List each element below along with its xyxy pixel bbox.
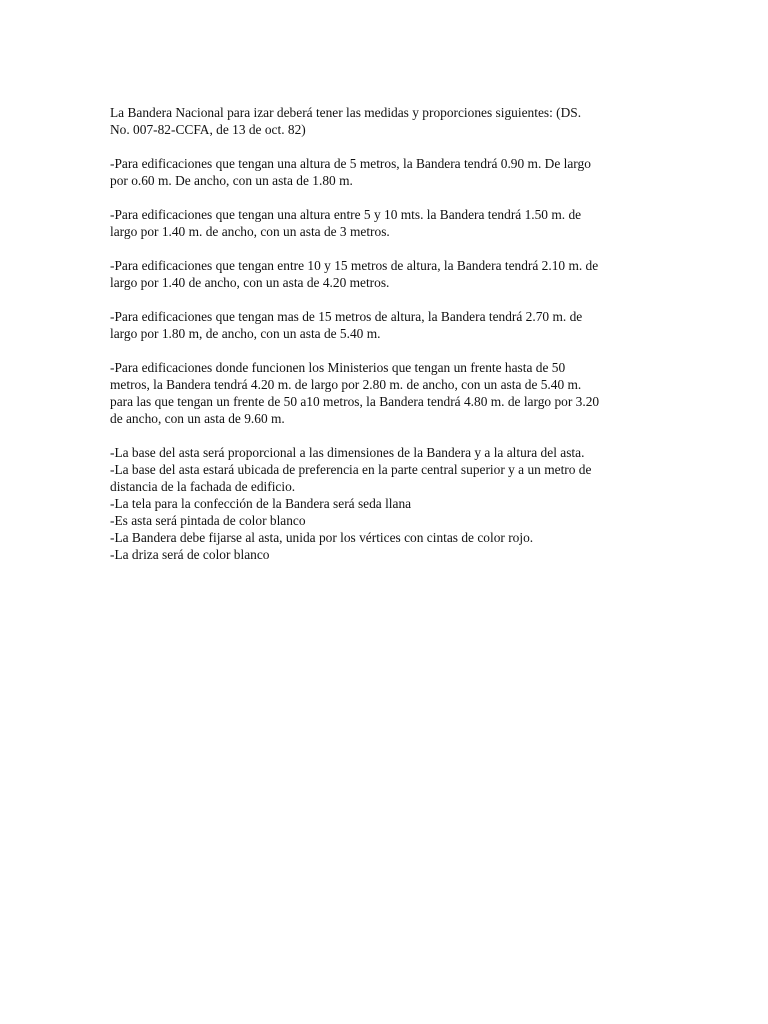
rule-paragraph-5m [110,155,670,189]
rule-paragraph-10-15m [110,257,670,291]
rule-paragraph-over-15m [110,308,670,342]
text-line: -Para edificaciones que tengan mas de 15 metros de altura, la Bandera tendrá 2.70 m. de [110,309,583,324]
intro-paragraph [110,104,670,138]
list-item: -Es asta será pintada de color blanco [110,513,306,528]
text-line: por o.60 m. De ancho, con un asta de 1.80 m. [110,173,353,188]
list-item: -La base del asta estará ubicada de preferencia en la parte central superior y a un metro de [110,462,592,477]
text-line: -Para edificaciones donde funcionen los Ministerios que tengan un frente hasta de 50 [110,360,566,375]
text-line: de ancho, con un asta de 9.60 m. [110,411,285,426]
text-line: -Para edificaciones que tengan una altura entre 5 y 10 mts. la Bandera tendrá 1.50 m. de [110,207,582,222]
text-line: para las que tengan un frente de 50 a10 metros, la Bandera tendrá 4.80 m. de largo por 3.20 [110,394,600,409]
list-item: -La base del asta será proporcional a las dimensiones de la Bandera y a la altura del asta. [110,445,585,460]
text-line: La Bandera Nacional para izar deberá tener las medidas y proporciones siguientes: (DS. [110,105,582,120]
document-page [110,104,670,563]
list-item: -La driza será de color blanco [110,547,270,562]
rule-paragraph-5-10m [110,206,670,240]
rule-paragraph-ministerios [110,359,670,427]
text-line: largo por 1.80 m, de ancho, con un asta de 5.40 m. [110,326,381,341]
list-item: -La Bandera debe fijarse al asta, unida por los vértices con cintas de color rojo. [110,530,534,545]
text-line: metros, la Bandera tendrá 4.20 m. de largo por 2.80 m. de ancho, con un asta de 5.40 m. [110,377,582,392]
text-line: -Para edificaciones que tengan entre 10 y 15 metros de altura, la Bandera tendrá 2.10 m. de [110,258,599,273]
text-line: No. 007-82-CCFA, de 13 de oct. 82) [110,122,306,137]
rules-list [110,444,670,563]
text-line: largo por 1.40 de ancho, con un asta de 4.20 metros. [110,275,390,290]
text-line: -Para edificaciones que tengan una altura de 5 metros, la Bandera tendrá 0.90 m. De largo [110,156,591,171]
text-line: largo por 1.40 m. de ancho, con un asta de 3 metros. [110,224,390,239]
list-item: -La tela para la confección de la Bandera será seda llana [110,496,412,511]
list-item: distancia de la fachada de edificio. [110,479,296,494]
